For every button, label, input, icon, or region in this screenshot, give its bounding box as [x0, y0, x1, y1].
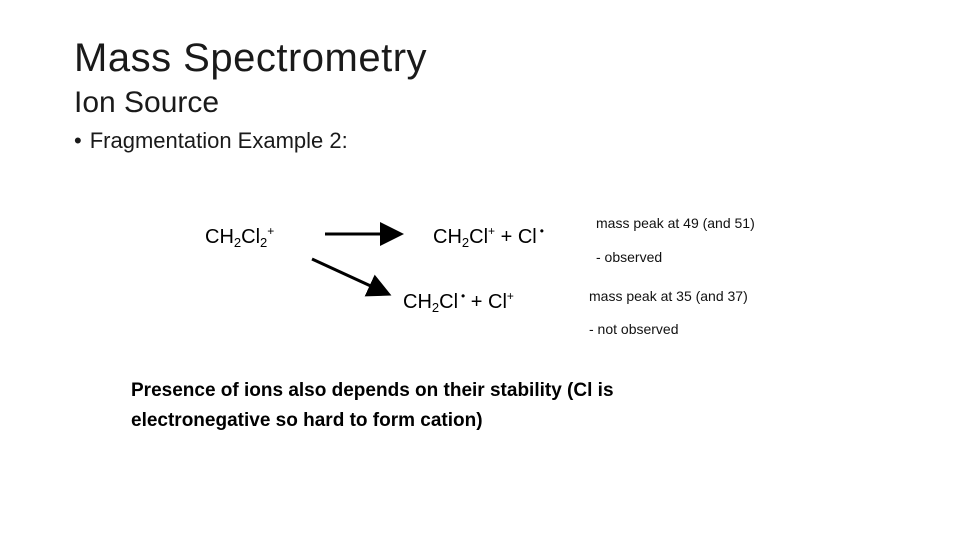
p2-cl: Cl — [439, 291, 459, 313]
bullet-text: Fragmentation Example 2: — [89, 128, 348, 153]
reactant-ch: CH — [205, 226, 234, 248]
p2-ch: CH — [403, 291, 432, 313]
p1-ch: CH — [433, 226, 462, 248]
product-2-formula — [403, 289, 514, 315]
p1-radical: • — [539, 224, 544, 238]
note-1-line-1: mass peak at 49 (and 51) — [596, 215, 755, 231]
reactant-sub-cl: 2 — [260, 235, 268, 250]
p1-sub: 2 — [461, 235, 470, 250]
reactant-charge: + — [267, 224, 275, 238]
slide-title: Mass Spectrometry — [74, 36, 428, 80]
note-2-line-1: mass peak at 35 (and 37) — [589, 288, 748, 304]
bullet-marker: • — [74, 128, 82, 153]
p2-sub: 2 — [431, 300, 440, 315]
conclusion-text: Presence of ions also depends on their stability (Cl is electronegative so hard to form cation) — [131, 380, 614, 431]
p2-charge: + — [506, 289, 514, 303]
p2-plus-cl: + Cl — [465, 291, 507, 313]
p1-charge: + — [488, 224, 496, 238]
note-2-line-2: - not observed — [589, 321, 679, 337]
slide-subtitle: Ion Source — [74, 86, 220, 119]
reactant-sub-h: 2 — [233, 235, 242, 250]
p1-cl: Cl — [469, 226, 489, 248]
p2-radical: • — [461, 289, 466, 303]
arrow-to-product-2 — [312, 259, 386, 293]
reactant-cl: Cl — [241, 226, 261, 248]
product-1-formula — [433, 224, 544, 250]
note-1-line-2: - observed — [596, 249, 663, 265]
p1-plus-cl: + Cl — [495, 226, 537, 248]
